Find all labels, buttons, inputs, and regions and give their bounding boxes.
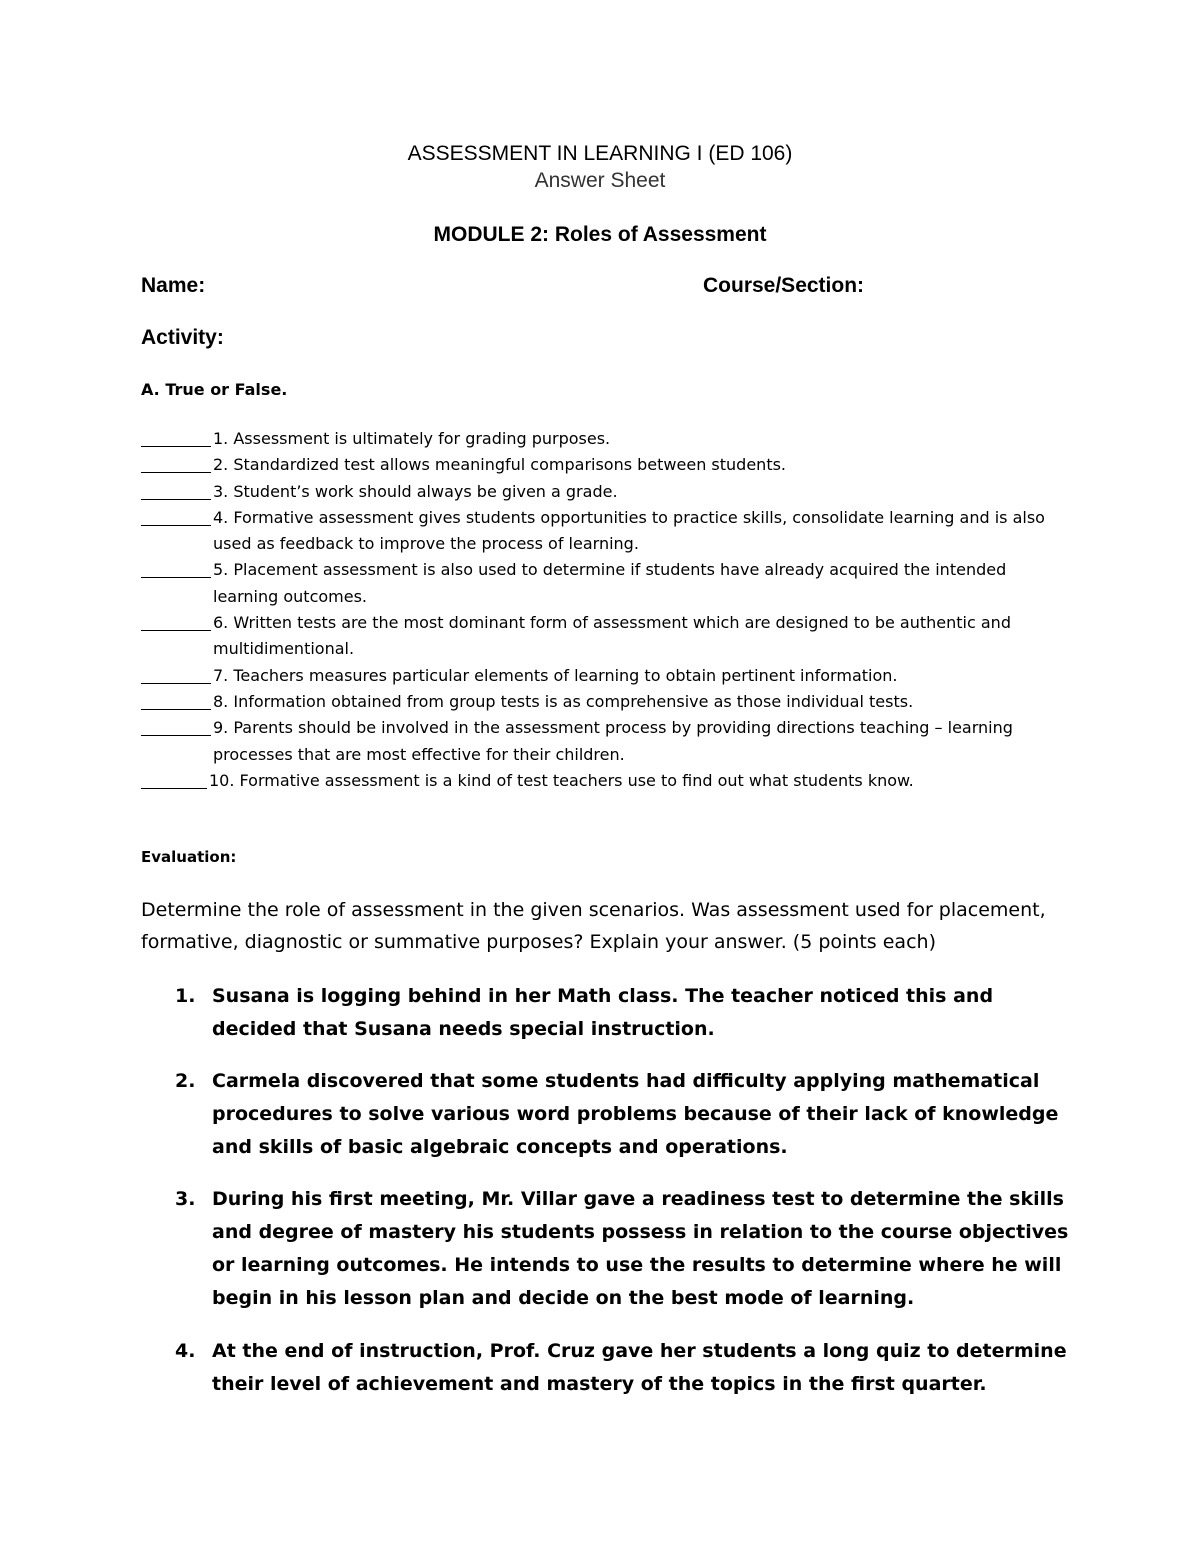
answer-blank[interactable] [141, 557, 211, 578]
scenario-text: At the end of instruction, Prof. Cruz gave her students a long quiz to determine their level of achievement and mastery of the topics in the first quarter. [212, 1340, 1067, 1395]
item-number: 10. [209, 770, 235, 790]
list-item [141, 479, 1061, 505]
activity-heading: Activity: [141, 326, 224, 349]
scenario-item [141, 1183, 1071, 1315]
document-title: ASSESSMENT IN LEARNING I (ED 106) [407, 142, 793, 165]
answer-blank[interactable] [141, 479, 211, 500]
answer-blank[interactable] [141, 768, 207, 789]
item-text: Placement assessment is also used to determine if students have already acquired the intended learning outcomes. [213, 560, 1007, 606]
scenario-item [141, 1335, 1071, 1401]
item-text: Formative assessment is a kind of test teachers use to find out what students know. [239, 770, 914, 790]
item-text: Assessment is ultimately for grading purposes. [233, 429, 611, 448]
list-item [141, 610, 1061, 663]
item-text: Teachers measures particular elements of learning to obtain pertinent information. [233, 665, 898, 685]
evaluation-instructions: Determine the role of assessment in the given scenarios. Was assessment used for placement, formative, diagnostic or summative purposes? Explain your answer. (5 points each) [141, 899, 1046, 953]
list-item [141, 663, 1061, 689]
answer-blank[interactable] [141, 689, 211, 710]
list-item [141, 452, 1061, 478]
answer-blank[interactable] [141, 426, 211, 447]
item-text: Standardized test allows meaningful comparisons between students. [233, 455, 787, 475]
name-label: Name: [141, 274, 206, 297]
item-number: 1. [213, 429, 229, 448]
item-text: Information obtained from group tests is as comprehensive as those individual tests. [233, 691, 914, 711]
document-subtitle: Answer Sheet [534, 169, 666, 192]
answer-blank[interactable] [141, 715, 211, 736]
list-item [141, 689, 1061, 715]
scenario-text: Carmela discovered that some students had difficulty applying mathematical procedures to solve various word problems because of their lack of knowledge and skills of basic algebraic concepts and operations. [212, 1070, 1059, 1158]
list-item [141, 557, 1061, 610]
item-number: 8. [213, 691, 229, 711]
scenario-number: 2. [175, 1070, 196, 1092]
item-number: 5. [213, 560, 229, 580]
scenario-number: 1. [175, 985, 196, 1007]
course-section-label: Course/Section: [703, 274, 865, 297]
scenario-text: Susana is logging behind in her Math class. The teacher noticed this and decided that Susana needs special instruction. [212, 985, 994, 1040]
item-number: 2. [213, 455, 229, 475]
module-title: MODULE 2: Roles of Assessment [433, 223, 767, 246]
item-text: Parents should be involved in the assessment process by providing directions teaching – learning processes that are most effective for their children. [213, 718, 1013, 764]
answer-blank[interactable] [141, 610, 211, 631]
answer-blank[interactable] [141, 452, 211, 473]
section-a-heading: A. True or False. [141, 380, 288, 399]
item-number: 9. [213, 718, 229, 738]
evaluation-heading: Evaluation: [141, 848, 237, 866]
scenario-number: 3. [175, 1188, 196, 1210]
answer-blank[interactable] [141, 505, 211, 526]
true-false-list [141, 426, 1061, 794]
scenario-item [141, 1065, 1071, 1164]
item-text: Written tests are the most dominant form of assessment which are designed to be authentic and multidimentional. [213, 613, 1011, 659]
item-text: Formative assessment gives students opportunities to practice skills, consolidate learning and is also used as feedback to improve the process of learning. [213, 507, 1045, 554]
list-item [141, 715, 1061, 768]
item-number: 4. [213, 507, 229, 527]
list-item [141, 505, 1061, 558]
item-text: Student’s work should always be given a grade. [233, 481, 618, 501]
answer-blank[interactable] [141, 663, 211, 684]
scenario-number: 4. [175, 1340, 196, 1362]
list-item [141, 426, 1061, 452]
scenario-text: During his first meeting, Mr. Villar gave a readiness test to determine the skills and degree of mastery his students possess in relation to the course objectives or learning outcomes. He intends to use the results to determine where he will begin in his lesson plan and decide on the best mode of learning. [212, 1188, 1069, 1309]
item-number: 6. [213, 613, 229, 633]
scenario-item [141, 980, 1071, 1046]
list-item [141, 768, 1061, 794]
item-number: 7. [213, 665, 229, 685]
item-number: 3. [213, 481, 229, 501]
